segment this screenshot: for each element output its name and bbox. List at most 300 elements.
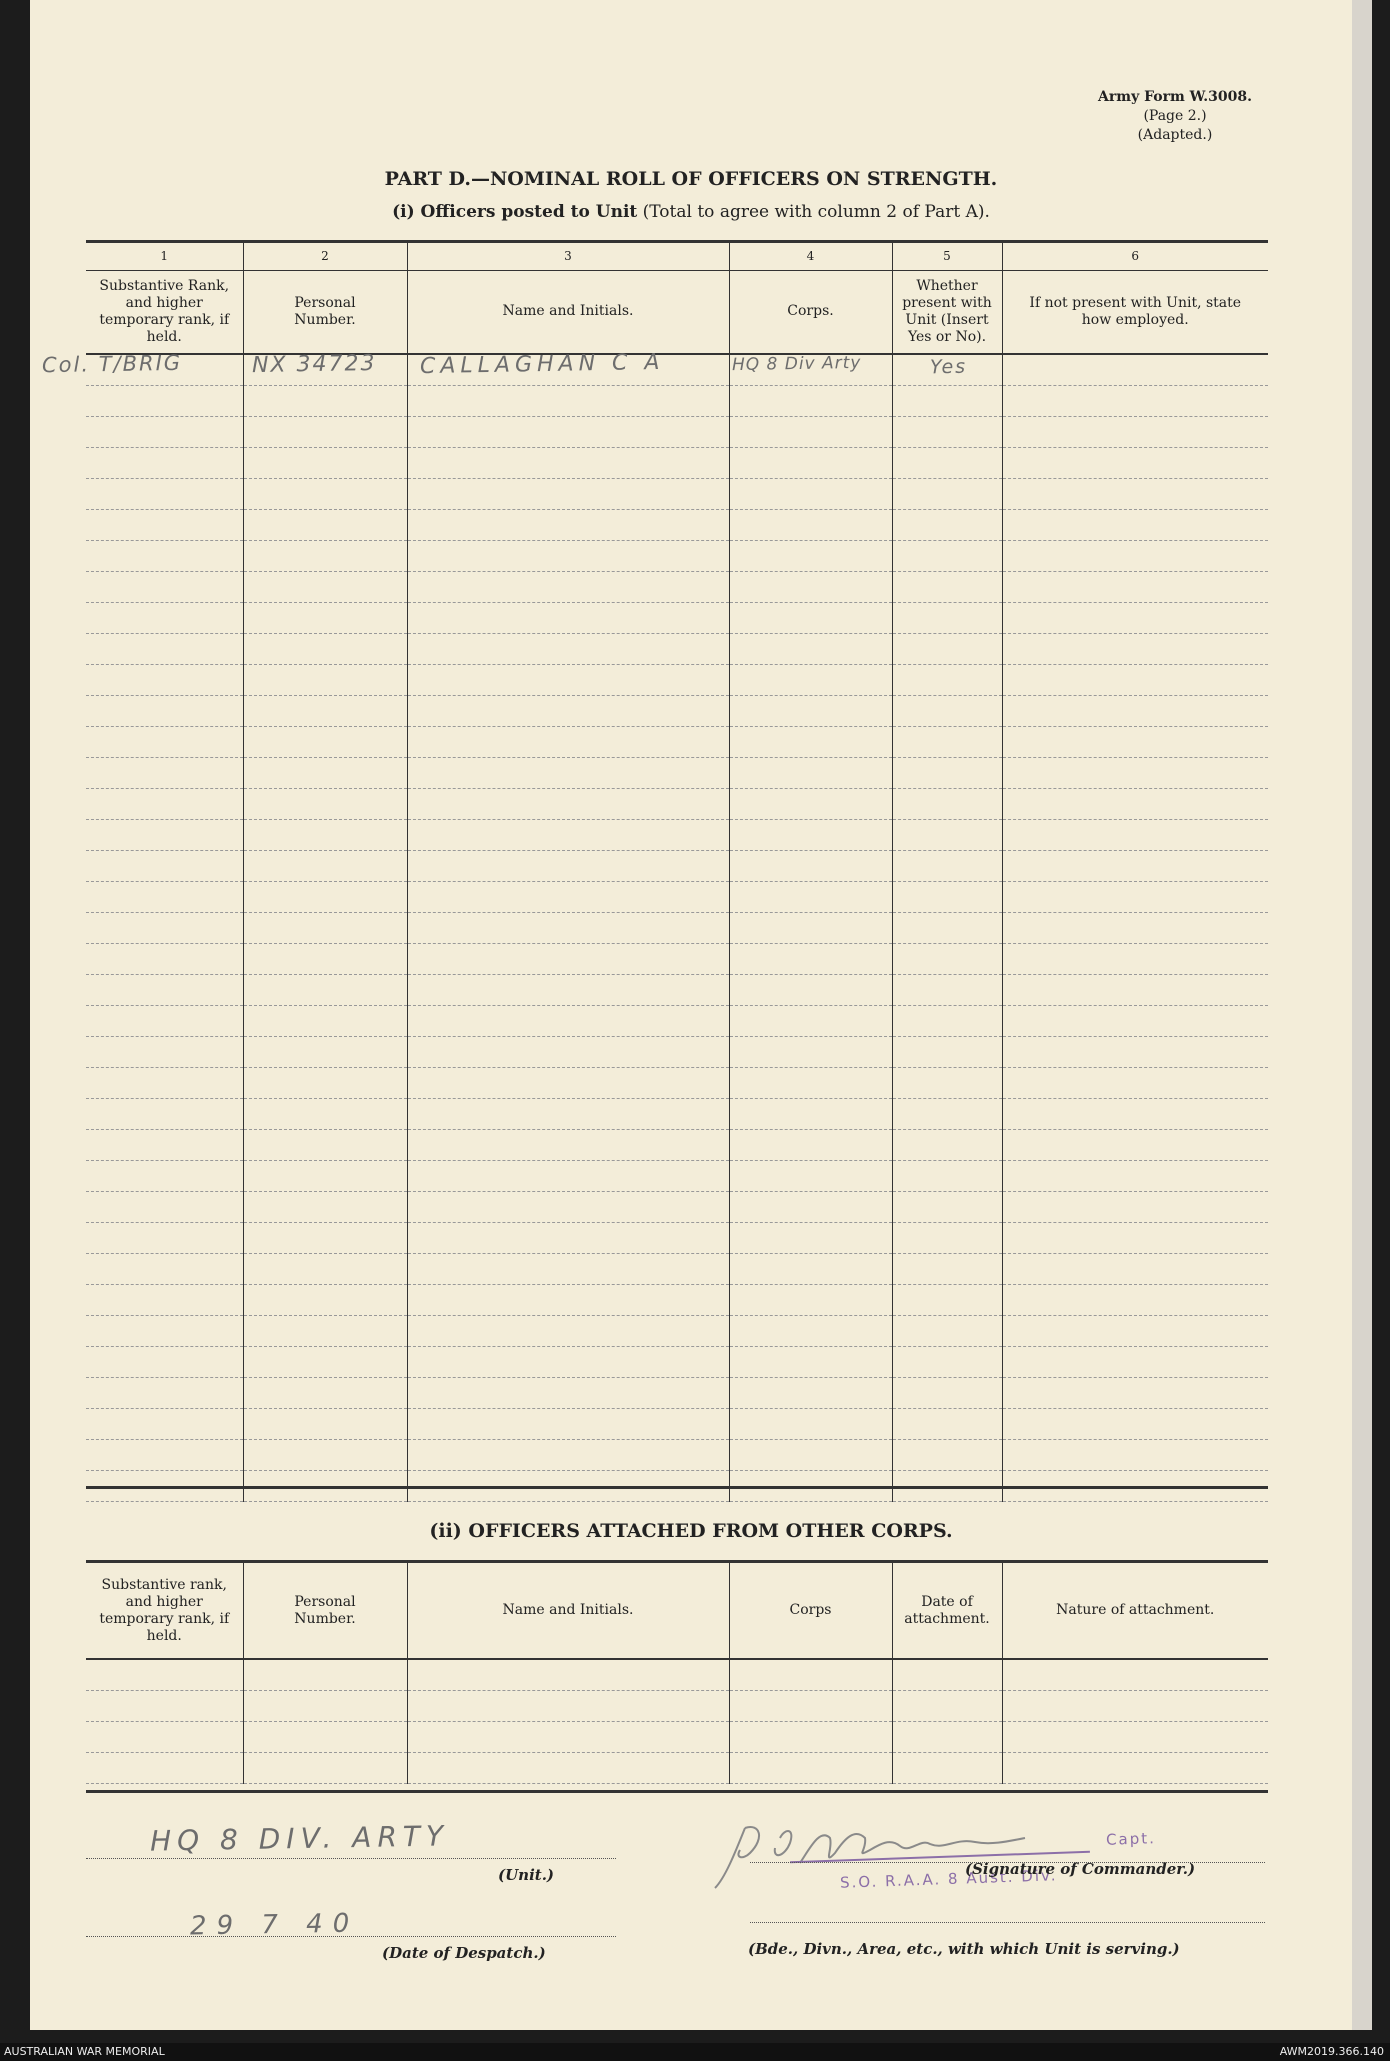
blank-cell [243,943,407,974]
col-number-2: 2 [243,243,407,271]
officers-posted-table [86,243,1268,1502]
blank-cell [243,1160,407,1191]
blank-cell [1002,354,1268,386]
table1-row [86,385,1268,416]
header-employment: If not present with Unit, state how employed. [1002,271,1268,354]
blank-cell [1002,1659,1268,1691]
signature-label: (Signature of Commander.) [965,1860,1196,1878]
blank-cell [1002,912,1268,943]
blank-cell [86,1346,243,1377]
blank-cell [729,1659,892,1691]
blank-cell [243,881,407,912]
blank-cell [729,943,892,974]
blank-cell [729,1439,892,1470]
blank-cell [243,540,407,571]
blank-cell [86,1753,243,1784]
blank-cell [407,1191,729,1222]
blank-cell [729,819,892,850]
table1-row [86,1067,1268,1098]
table1-row [86,1005,1268,1036]
blank-cell [729,633,892,664]
table1-row [86,1284,1268,1315]
form-page-number: (Page 2.) [1143,108,1207,124]
blank-cell [86,1377,243,1408]
col-number-3: 3 [407,243,729,271]
blank-cell [407,1036,729,1067]
attached-header-personal-number: Personal Number. [243,1563,407,1659]
form-page [30,0,1352,2030]
blank-cell [1002,726,1268,757]
blank-cell [1002,695,1268,726]
blank-cell [729,602,892,633]
blank-cell [407,1284,729,1315]
blank-cell [86,943,243,974]
blank-cell [892,509,1002,540]
blank-cell [407,416,729,447]
blank-cell [407,1408,729,1439]
blank-cell [1002,1253,1268,1284]
blank-cell [892,912,1002,943]
blank-cell [86,1036,243,1067]
blank-cell [86,416,243,447]
blank-cell [243,912,407,943]
blank-cell [729,1005,892,1036]
blank-cell [1002,974,1268,1005]
blank-cell [892,1098,1002,1129]
blank-cell [1002,1753,1268,1784]
blank-cell [407,850,729,881]
blank-cell [729,1377,892,1408]
blank-cell [1002,1098,1268,1129]
blank-cell [892,1191,1002,1222]
blank-cell [729,1408,892,1439]
blank-cell [243,1659,407,1691]
blank-cell [892,819,1002,850]
blank-cell [892,1222,1002,1253]
blank-cell [1002,1036,1268,1067]
form-adapted-note: (Adapted.) [1137,127,1213,143]
blank-cell [892,1408,1002,1439]
table1-row [86,1377,1268,1408]
table1-row [86,1036,1268,1067]
section-2-title: (ii) OFFICERS ATTACHED FROM OTHER CORPS. [429,1520,953,1542]
blank-cell [243,509,407,540]
blank-cell [892,1753,1002,1784]
blank-cell [729,695,892,726]
blank-cell [1002,819,1268,850]
blank-cell [892,881,1002,912]
table1-row [86,757,1268,788]
blank-cell [86,602,243,633]
attached-header-row [86,1563,1268,1659]
blank-cell [243,1005,407,1036]
blank-cell [407,1253,729,1284]
blank-cell [86,1439,243,1470]
blank-cell [86,912,243,943]
attached-header-name: Name and Initials. [407,1563,729,1659]
blank-cell [729,1160,892,1191]
blank-cell [243,819,407,850]
blank-cell [86,1284,243,1315]
blank-cell [1002,540,1268,571]
blank-cell [729,385,892,416]
section-1-note: (Total to agree with column 2 of Part A). [642,202,990,222]
table1-row [86,478,1268,509]
blank-cell [892,416,1002,447]
blank-cell [892,695,1002,726]
blank-cell [892,974,1002,1005]
blank-cell [729,664,892,695]
table1-row [86,850,1268,881]
bde-label: (Bde., Divn., Area, etc., with which Unit is serving.) [748,1940,1180,1958]
blank-cell [407,757,729,788]
blank-cell [86,385,243,416]
blank-cell [1002,602,1268,633]
blank-cell [1002,1315,1268,1346]
blank-cell [243,1377,407,1408]
col-number-5: 5 [892,243,1002,271]
blank-cell [729,1315,892,1346]
attached-header-date: Date of attachment. [892,1563,1002,1659]
blank-cell [243,385,407,416]
table1-row [86,664,1268,695]
blank-cell [407,1005,729,1036]
blank-cell [86,788,243,819]
table1-row [86,602,1268,633]
blank-cell [407,1722,729,1753]
column-header-row [86,271,1268,354]
blank-cell [86,1067,243,1098]
blank-cell [892,1253,1002,1284]
blank-cell [729,912,892,943]
table1-row [86,974,1268,1005]
blank-cell [86,1315,243,1346]
table1-row [86,943,1268,974]
blank-cell [729,416,892,447]
blank-cell [1002,1191,1268,1222]
blank-cell [1002,1691,1268,1722]
blank-cell [892,1722,1002,1753]
blank-cell [892,1005,1002,1036]
blank-cell [729,509,892,540]
blank-cell [243,757,407,788]
blank-cell [729,1284,892,1315]
blank-cell [86,571,243,602]
blank-cell [407,664,729,695]
blank-cell [729,850,892,881]
table1-row [86,1191,1268,1222]
blank-cell [407,1691,729,1722]
blank-cell [407,881,729,912]
table2-bottom-rule [86,1790,1268,1793]
blank-cell [1002,1222,1268,1253]
table1-row [86,788,1268,819]
blank-cell [407,974,729,1005]
blank-cell [243,1067,407,1098]
blank-cell [892,850,1002,881]
blank-cell [243,695,407,726]
blank-cell [243,1098,407,1129]
attached-header-corps: Corps [729,1563,892,1659]
blank-cell [407,540,729,571]
blank-cell [243,1753,407,1784]
col-number-1: 1 [86,243,243,271]
entry-name: CALLAGHAN C A [419,349,665,380]
table1-row [86,540,1268,571]
blank-cell [1002,1284,1268,1315]
attached-header-rank: Substantive rank, and higher temporary rank, if held. [86,1563,243,1659]
header-rank: Substantive Rank, and higher temporary rank, if held. [86,271,243,354]
blank-cell [1002,1346,1268,1377]
blank-cell [729,1036,892,1067]
blank-cell [407,571,729,602]
blank-cell [243,1315,407,1346]
table1-row [86,1098,1268,1129]
blank-cell [1002,571,1268,602]
blank-cell [892,1691,1002,1722]
blank-cell [892,664,1002,695]
table1-row [86,819,1268,850]
blank-cell [1002,788,1268,819]
blank-cell [729,726,892,757]
blank-cell [86,1408,243,1439]
blank-cell [729,540,892,571]
part-d-title: PART D.—NOMINAL ROLL OF OFFICERS ON STRENGTH. [384,168,998,190]
blank-cell [407,788,729,819]
blank-cell [86,850,243,881]
blank-cell [729,1722,892,1753]
blank-cell [86,695,243,726]
blank-cell [86,819,243,850]
blank-cell [243,1408,407,1439]
blank-cell [892,1439,1002,1470]
blank-cell [729,1067,892,1098]
blank-cell [1002,509,1268,540]
blank-cell [1002,447,1268,478]
blank-cell [407,385,729,416]
unit-stamp: S.O. R.A.A. 8 Aust. Div. [839,1866,1058,1892]
header-corps: Corps. [729,271,892,354]
blank-cell [407,1659,729,1691]
blank-cell [407,1346,729,1377]
blank-cell [86,726,243,757]
archive-name: AUSTRALIAN WAR MEMORIAL [4,2045,165,2058]
blank-cell [1002,1439,1268,1470]
blank-cell [243,1253,407,1284]
blank-cell [86,1222,243,1253]
table1-row [86,1160,1268,1191]
header-present: Whether present with Unit (Insert Yes or No). [892,271,1002,354]
blank-cell [407,1439,729,1470]
blank-cell [243,974,407,1005]
blank-cell [1002,1408,1268,1439]
captain-stamp: Capt. [1105,1829,1157,1849]
blank-cell [407,695,729,726]
blank-cell [407,447,729,478]
blank-cell [729,478,892,509]
blank-cell [729,788,892,819]
blank-cell [1002,1377,1268,1408]
blank-cell [1002,1005,1268,1036]
blank-cell [1002,1722,1268,1753]
header-name-initials: Name and Initials. [407,271,729,354]
blank-cell [86,757,243,788]
attached-header-nature: Nature of attachment. [1002,1563,1268,1659]
blank-cell [243,478,407,509]
entry-present: Yes [929,355,968,379]
blank-cell [1002,1129,1268,1160]
officers-attached-table [86,1563,1268,1784]
unit-handwritten: HQ 8 DIV. ARTY [149,1819,450,1858]
blank-cell [729,757,892,788]
blank-cell [243,602,407,633]
table1-row [86,416,1268,447]
blank-cell [892,1377,1002,1408]
blank-cell [1002,1067,1268,1098]
blank-cell [1002,633,1268,664]
blank-cell [243,1691,407,1722]
blank-cell [1002,385,1268,416]
blank-cell [86,881,243,912]
blank-cell [243,1129,407,1160]
archive-accession-number: AWM2019.366.140 [1279,2045,1384,2058]
table1-row [86,1253,1268,1284]
table1-row [86,1408,1268,1439]
blank-cell [243,664,407,695]
col-number-6: 6 [1002,243,1268,271]
blank-cell [1002,943,1268,974]
blank-cell [243,1036,407,1067]
blank-cell [86,447,243,478]
blank-cell [892,1036,1002,1067]
blank-cell [407,478,729,509]
blank-cell [86,1160,243,1191]
blank-cell [1002,881,1268,912]
blank-cell [243,416,407,447]
blank-cell [243,850,407,881]
column-number-row [86,243,1268,271]
col-number-4: 4 [729,243,892,271]
blank-cell [1002,850,1268,881]
blank-cell [729,1346,892,1377]
blank-cell [407,633,729,664]
blank-cell [407,943,729,974]
blank-cell [86,478,243,509]
blank-cell [86,1098,243,1129]
unit-label: (Unit.) [498,1866,555,1884]
blank-cell [1002,1160,1268,1191]
blank-cell [407,912,729,943]
despatch-date-handwritten: 29 7 40 [189,1908,360,1942]
form-number: Army Form W.3008. [1098,89,1252,105]
table1-row [86,1439,1268,1470]
scan-edge [1352,0,1372,2030]
table1-row [86,633,1268,664]
blank-cell [243,1346,407,1377]
blank-cell [892,1315,1002,1346]
blank-cell [86,1129,243,1160]
blank-cell [892,1067,1002,1098]
table1-bottom-rule [86,1486,1268,1489]
blank-cell [1002,416,1268,447]
table1-row [86,1346,1268,1377]
blank-cell [729,447,892,478]
blank-cell [892,943,1002,974]
blank-cell [892,757,1002,788]
blank-cell [86,1722,243,1753]
table1-row [86,881,1268,912]
blank-cell [892,447,1002,478]
blank-cell [243,633,407,664]
blank-cell [407,1753,729,1784]
blank-cell [243,1722,407,1753]
blank-cell [86,1253,243,1284]
blank-cell [243,1439,407,1470]
blank-cell [892,1129,1002,1160]
blank-cell [243,1191,407,1222]
blank-cell [243,571,407,602]
blank-cell [892,385,1002,416]
entry-rank: Col. T/BRIG [41,350,183,378]
table1-row [86,447,1268,478]
blank-cell [892,788,1002,819]
blank-cell [892,726,1002,757]
blank-cell [892,478,1002,509]
blank-cell [892,540,1002,571]
table1-row [86,726,1268,757]
section-1-heading: (i) Officers posted to Unit [392,202,638,222]
blank-cell [86,1191,243,1222]
table2-row [86,1722,1268,1753]
blank-cell [86,633,243,664]
blank-cell [407,602,729,633]
blank-cell [86,974,243,1005]
section-1-subtitle [30,202,1352,222]
blank-cell [407,1377,729,1408]
blank-cell [86,1659,243,1691]
table2-row [86,1659,1268,1691]
blank-cell [407,1129,729,1160]
blank-cell [243,447,407,478]
bde-line [750,1922,1265,1923]
blank-cell [407,509,729,540]
blank-cell [86,1691,243,1722]
blank-cell [407,1315,729,1346]
blank-cell [243,1284,407,1315]
blank-cell [892,571,1002,602]
blank-cell [243,788,407,819]
header-personal-number: Personal Number. [243,271,407,354]
blank-cell [407,1098,729,1129]
blank-cell [729,974,892,1005]
form-identifier [1080,88,1270,145]
blank-cell [729,1253,892,1284]
table1-row [86,1222,1268,1253]
blank-cell [892,1346,1002,1377]
blank-cell [407,1160,729,1191]
date-label: (Date of Despatch.) [382,1944,546,1962]
table2-row [86,1753,1268,1784]
blank-cell [243,726,407,757]
blank-cell [729,881,892,912]
blank-cell [892,1284,1002,1315]
blank-cell [892,1160,1002,1191]
entry-personal-number: NX 34723 [251,350,377,379]
blank-cell [729,1691,892,1722]
table1-row [86,912,1268,943]
table1-row [86,509,1268,540]
table1-row [86,1129,1268,1160]
